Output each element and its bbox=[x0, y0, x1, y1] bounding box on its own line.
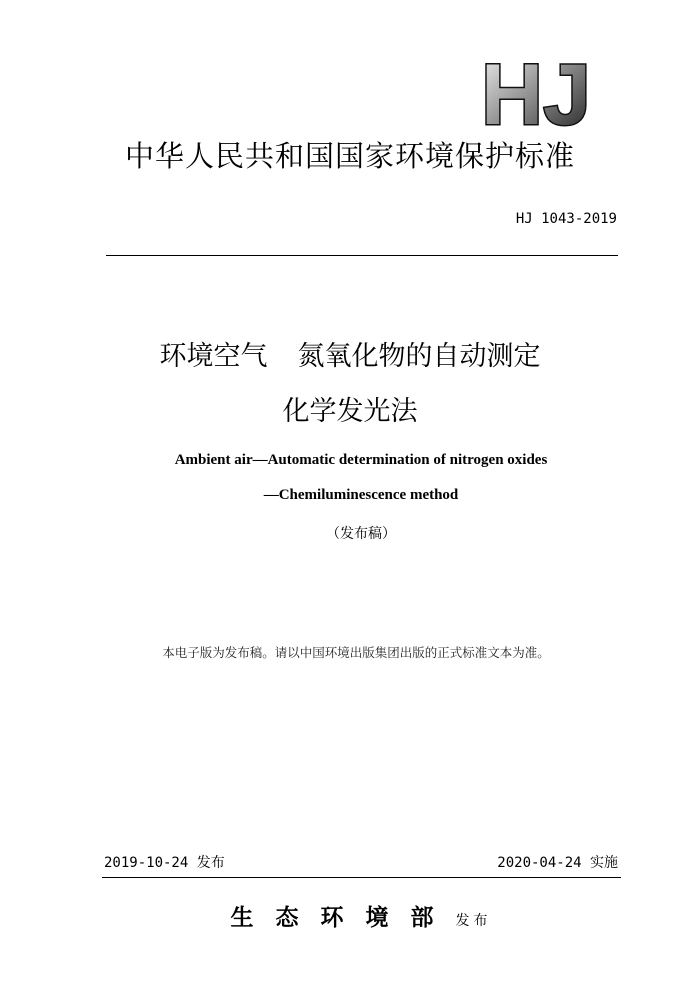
bottom-divider bbox=[102, 877, 621, 878]
title-cn-line2: 化学发光法 bbox=[282, 396, 418, 427]
hj-logo bbox=[466, 50, 606, 130]
title-cn-part2: 氮氧化物的自动测定 bbox=[297, 341, 541, 372]
issuer-suffix: 发布 bbox=[455, 913, 492, 929]
hj-logo-text: HJ bbox=[481, 50, 591, 130]
title-cn-part1: 环境空气 bbox=[159, 341, 268, 372]
edition-note: 本电子版为发布稿。请以中国环境出版集团出版的正式标准文本为准。 bbox=[162, 645, 550, 660]
title-en-line1: Ambient air—Automatic determination of nitrogen oxides bbox=[174, 452, 548, 468]
implementation-date: 2020-04-24 实施 bbox=[497, 855, 618, 871]
org-title: 中华人民共和国国家环境保护标准 bbox=[124, 139, 575, 173]
title-cn-line1 bbox=[0, 338, 700, 376]
issue-date: 2019-10-24 发布 bbox=[104, 855, 225, 871]
title-en-line2: —Chemiluminescence method bbox=[263, 487, 459, 503]
top-divider bbox=[106, 255, 618, 256]
issuer-name: 生态环境部 bbox=[230, 904, 456, 931]
issuer bbox=[0, 899, 700, 932]
draft-note: （发布稿） bbox=[326, 526, 396, 542]
standard-number: HJ 1043-2019 bbox=[515, 211, 617, 227]
